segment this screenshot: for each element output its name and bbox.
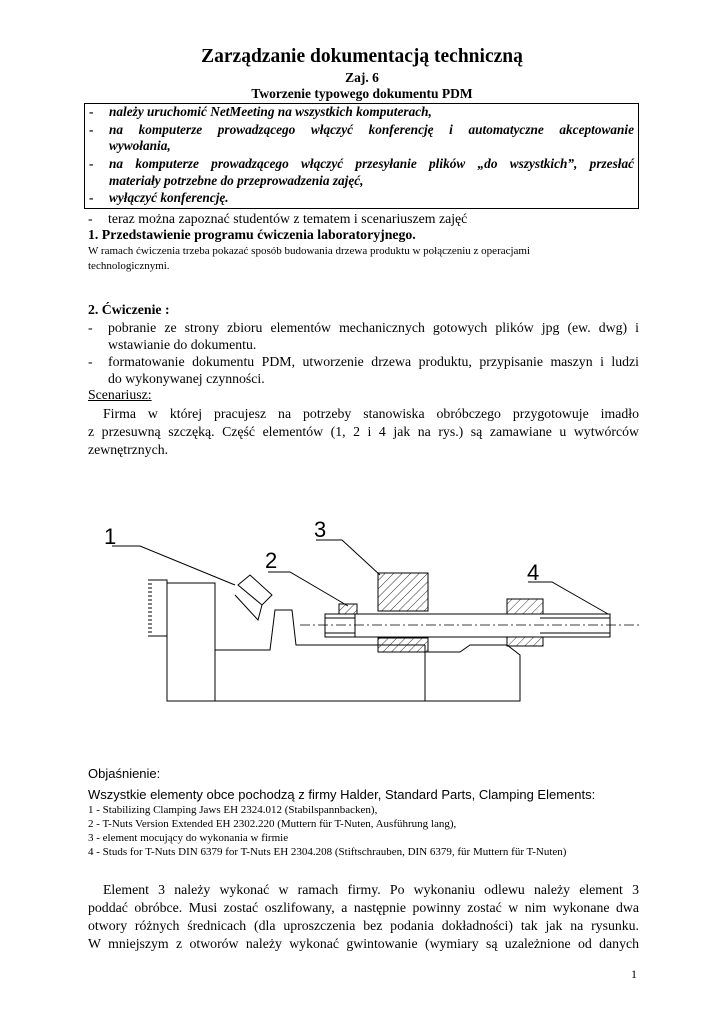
scenario-text: zewnętrznych. [88, 442, 169, 457]
list-item: - formatowanie dokumentu PDM, utworzenie drzewa produktu, przypisanie maszyn i ludzi [88, 354, 639, 369]
explanation-item: 4 - Studs for T-Nuts DIN 6379 for T-Nuts EH 2304.208 (Stiftschrauben, DIN 6379, für Muttern für T-Nuten) [88, 846, 567, 858]
leader-2 [268, 572, 348, 606]
explanation-intro: Wszystkie elementy obce pochodzą z firmy Halder, Standard Parts, Clamping Elements: [88, 787, 596, 802]
explanation-item: 2 - T-Nuts Version Extended EH 2302.220 (Muttern für T-Nuten, Ausführung lang), [88, 818, 457, 830]
vise-base [215, 645, 425, 701]
fixed-jaw [167, 583, 215, 701]
class-number: Zaj. 6 [345, 70, 379, 85]
section-1-text: W ramach ćwiczenia trzeba pokazać sposób budowania drzewa produktu w połączeniu z operacjami [88, 245, 531, 257]
page-number: 1 [631, 967, 637, 981]
right-nut [507, 599, 543, 614]
drawing-label-2: 2 [265, 548, 278, 573]
list-item: - pobranie ze strony zbioru elementów mechanicznych gotowych plików jpg (ew. dwg) i [88, 320, 639, 335]
instructions-box [84, 103, 639, 209]
scenario-label: Scenariusz: [88, 387, 152, 402]
box-item: - na komputerze prowadzącego włączyć przesyłanie plików „do wszystkich”, przesłać [89, 156, 634, 171]
drawing-label-4: 4 [527, 560, 540, 585]
explanation-heading: Objaśnienie: [88, 766, 161, 781]
explanation-item: 3 - element mocujący do wykonania w firmie [88, 832, 289, 844]
scenario-text: z przesuwną szczęką. Część elementów (1, 2 i 4 jak na rys.) są zamawiane u wytwórców [88, 424, 639, 439]
scenario-text: Firma w której pracujesz na potrzeby stanowiska obróbczego przygotowuje imadło [103, 406, 639, 421]
list-item-continued: wstawianie do dokumentu. [108, 337, 257, 352]
explanation-item: 1 - Stabilizing Clamping Jaws EH 2324.012 (Stabilspannbacken), [88, 804, 378, 816]
clamp-element-3 [378, 573, 428, 611]
closing-text: Element 3 należy wykonać w ramach firmy. Po wykonaniu odlewu należy element 3 [103, 882, 639, 897]
document-subtitle: Tworzenie typowego dokumentu PDM [251, 86, 473, 101]
list-item-continued: do wykonywanej czynności. [108, 371, 265, 386]
section-1-text: technologicznymi. [88, 260, 170, 272]
section-2-heading: 2. Ćwiczenie : [88, 302, 170, 317]
page-title: Zarządzanie dokumentacją techniczną [201, 46, 523, 67]
stud-bolt [325, 614, 610, 637]
box-item: - należy uruchomić NetMeeting na wszystkich komputerach, [89, 104, 432, 119]
stabilizing-jaw [238, 575, 272, 605]
box-item-continued: wywołania, [109, 138, 171, 153]
box-item: - wyłączyć konferencję. [89, 190, 229, 205]
leader-1 [112, 546, 235, 585]
closing-text: otwory różnych średnicach (dla uproszczenia bez podania dokładności) tak jak na rysunku. [88, 918, 639, 933]
vise-technical-drawing [0, 500, 724, 720]
leader-3 [316, 540, 380, 575]
closing-text: W mniejszym z otworów należy wykonać gwintowanie (wymiary są uzależnione od danych [88, 936, 639, 951]
drawing-label-1: 1 [104, 524, 117, 549]
intro-line: - teraz można zapoznać studentów z tematem i scenariuszem zajęć [88, 211, 468, 226]
section-1-heading: 1. Przedstawienie programu ćwiczenia laboratoryjnego. [88, 227, 416, 242]
closing-text: poddać obróbce. Musi zostać oszlifowany, a następnie powinny zostać w nim wykonane dwa [88, 900, 639, 915]
drawing-label-3: 3 [314, 517, 327, 542]
box-item-continued: materiały potrzebne do przeprowadzenia zajęć, [109, 173, 364, 188]
box-item: - na komputerze prowadzącego włączyć konferencję i automatyczne akceptowanie [89, 122, 634, 137]
